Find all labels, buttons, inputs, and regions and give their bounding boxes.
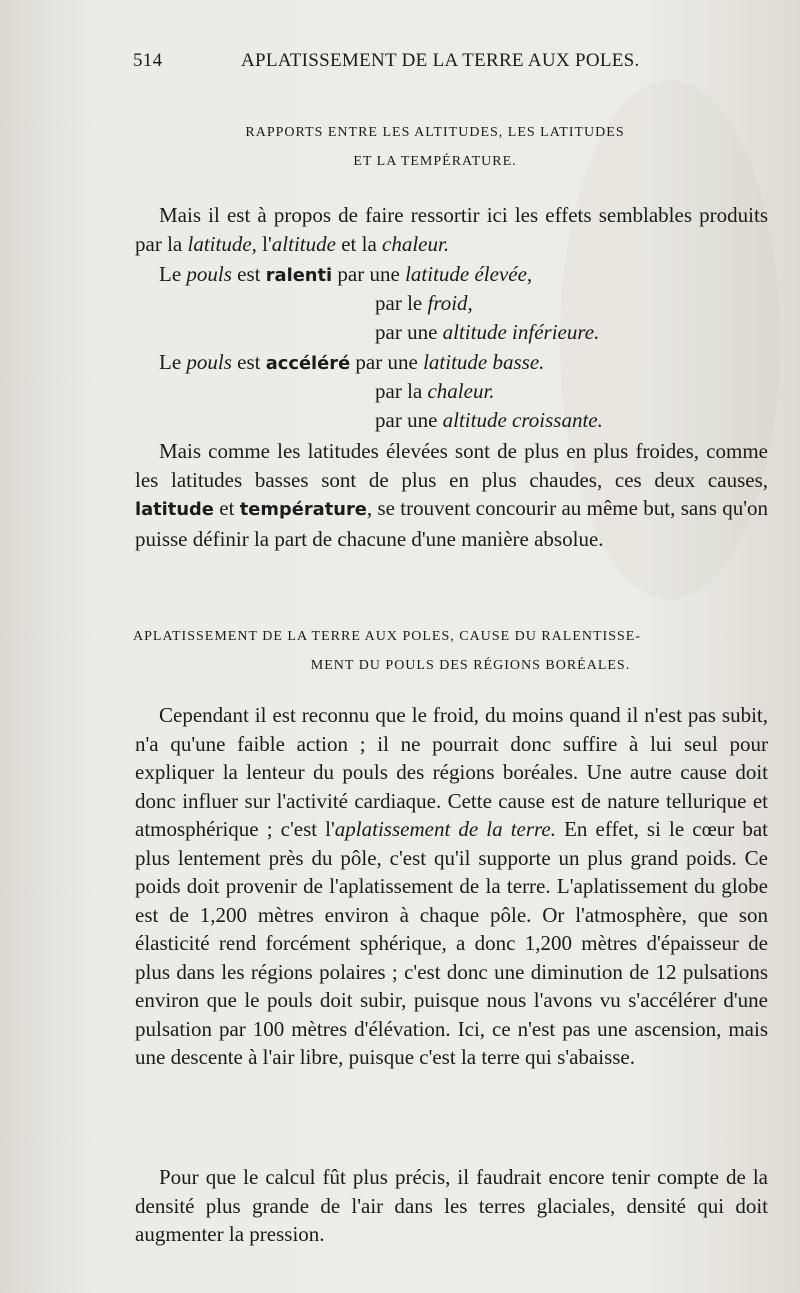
italic-term: latitude, (187, 231, 257, 256)
italic-term: chaleur. (382, 231, 450, 256)
italic-term: pouls (186, 349, 232, 374)
italic-term: altitude croissante. (442, 407, 603, 432)
running-title: APLATISSEMENT DE LA TERRE AUX POLES. (241, 50, 640, 71)
italic-term: altitude inférieure. (442, 320, 600, 345)
page-number: 514 (133, 50, 163, 71)
section-title-aplatissement (133, 622, 768, 680)
italic-term: altitude (271, 231, 336, 256)
text-run: par le (375, 291, 428, 316)
bold-term: température (239, 499, 367, 520)
text-run: , se trouvent concourir au même but, sans qu'on puisse définir la part de chacune d'une manière absolue. (135, 496, 769, 551)
bold-term: ralenti (265, 265, 333, 286)
text-run: Le (159, 349, 187, 374)
text-run: par une (350, 349, 424, 374)
text-run: par la (375, 378, 428, 403)
text-run: par une (375, 407, 443, 432)
text-run: Pour que le calcul fût plus précis, il faudrait encore tenir compte de la densité plus grande de l'air dans les terres glaciales, densité qui doit augmenter la pression. (135, 1165, 768, 1246)
text-run: par une (332, 262, 406, 286)
section-title-line: APLATISSEMENT DE LA TERRE AUX POLES, CAUSE DU RALENTISSE- (133, 629, 642, 644)
italic-term: froid, (427, 291, 473, 316)
text-run: et (213, 496, 240, 520)
text-run: et la (335, 231, 383, 256)
italic-term: latitude élevée, (405, 262, 533, 286)
bold-term: accéléré (265, 352, 351, 374)
section-title-line: MENT DU POULS DES RÉGIONS BORÉALES. (310, 658, 631, 673)
text-run: Cependant il est reconnu que le froid, du moins quand il n'est pas subit, n'a qu'une faible action ; il ne pourrait donc suffire à lui seul pour expliquer la lenteur du pouls des régions boréales. Une autre cause doit donc influer sur l'activité cardiaque. Cette cause est de nature tellurique et atmosphérique ; c'est l' (135, 703, 768, 841)
italic-term: pouls (186, 262, 232, 286)
italic-term: chaleur. (427, 378, 495, 403)
italic-term: latitude basse. (423, 349, 545, 374)
section-title-line: RAPPORTS ENTRE LES ALTITUDES, LES LATITUDES (245, 125, 625, 140)
text-run: est (231, 262, 266, 286)
italic-term: aplatissement de la terre. (334, 817, 556, 841)
text-run: l' (256, 231, 272, 256)
text-run: est (231, 349, 266, 374)
section-title-line: ET LA TEMPÉRATURE. (353, 154, 517, 169)
paragraph-conclusion (135, 1163, 768, 1249)
section-title-rapports (120, 118, 750, 176)
paragraph-causes (135, 437, 768, 553)
paragraph-explanation (135, 701, 768, 1072)
text-run: par une (375, 320, 443, 345)
text-run: Le (159, 262, 187, 286)
text-run: Mais il est à propos de faire ressortir ici les effets semblables produits par la (135, 203, 768, 256)
text-run: Mais comme les latitudes élevées sont de plus en plus froides, comme les latitudes basses sont de plus en plus chaudes, ces deux causes, (135, 439, 768, 492)
text-run: En effet, si le cœur bat plus lentement près du pôle, c'est qu'il supporte un plus grand poids. Ce poids doit provenir de l'aplatissement de la terre. L'aplatissement du globe est de 1,200 mètres environ à chaque pôle. Or l'atmosphère, que son élasticité rend forcément sphérique, a donc 1,200 mètres d'épaisseur de plus dans les régions polaires ; c'est donc une diminution de 12 pulsations environ que le pouls doit subir, puisque nous l'avons vu s'accélérer d'une pulsation par 100 mètres d'élévation. Ici, ce n'est pas une ascension, mais une descente à l'air libre, puisque c'est la terre qui s'abaisse. (135, 817, 768, 1069)
bold-term: latitude (135, 499, 214, 520)
paragraph-intro (135, 201, 768, 258)
